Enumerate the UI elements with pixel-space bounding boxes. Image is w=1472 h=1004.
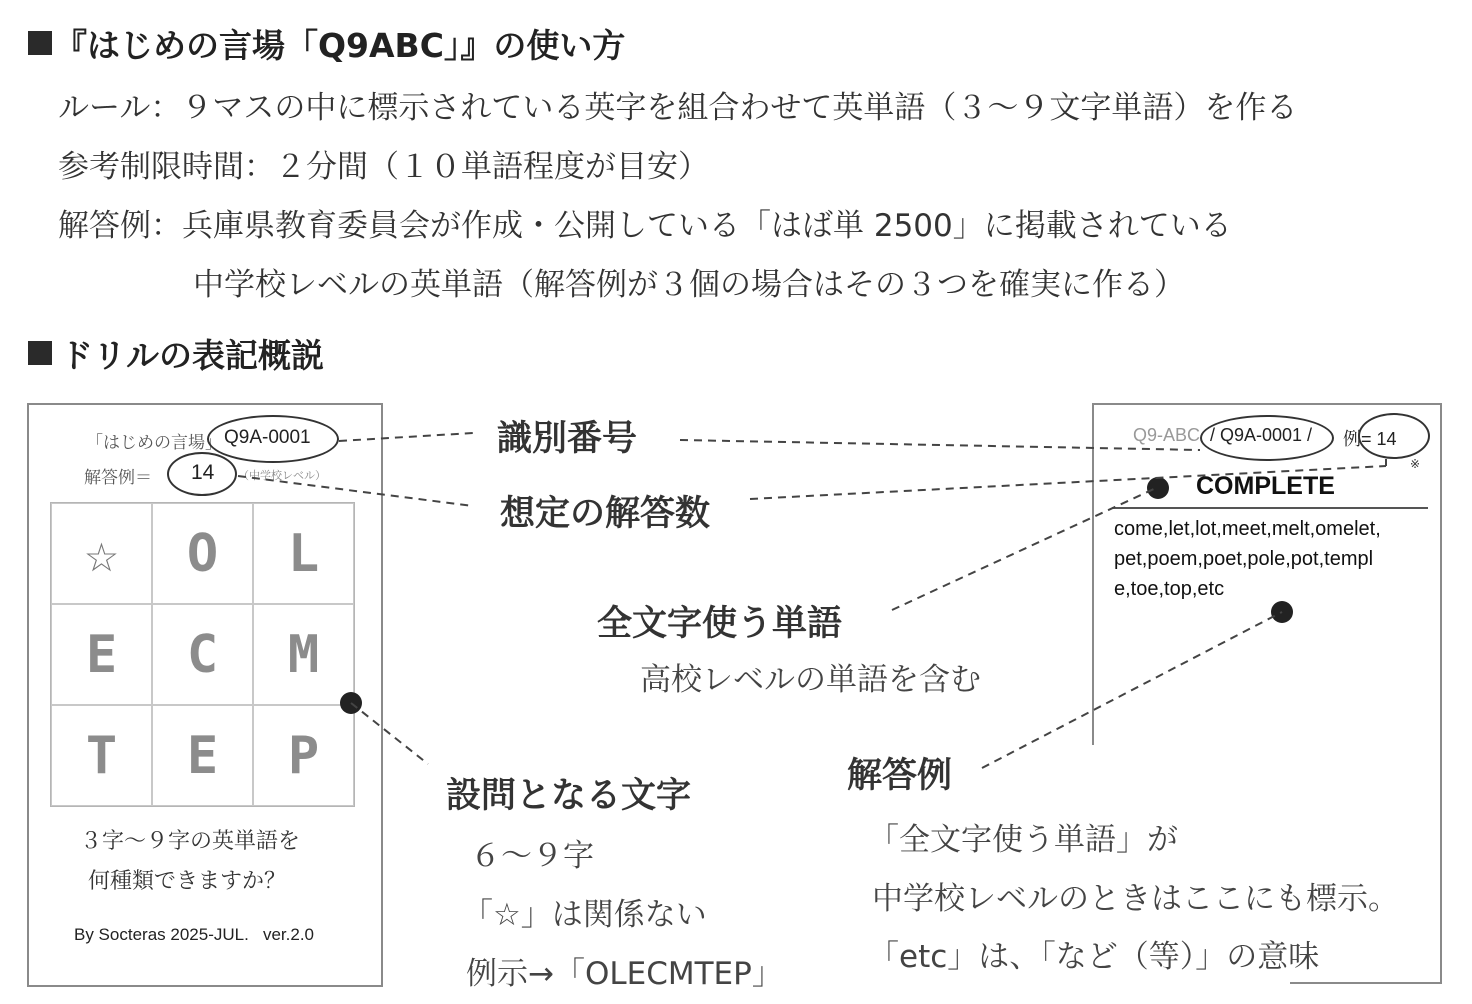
callout-example-sub-1: 「全文字使う単語」が xyxy=(868,822,1178,858)
callout-question-label: 設問となる文字 xyxy=(446,776,692,816)
grid-cell: M xyxy=(253,604,354,705)
question-line-2: 何種類できますか？ xyxy=(88,869,287,894)
callout-count-label: 想定の解答数 xyxy=(500,494,711,534)
answer-example-text-cont: 中学校レベルの英単語（解答例が３個の場合はその３つを確実に作る） xyxy=(193,267,1185,303)
words-line-1: come,let,lot,meet,melt,omelet, xyxy=(1114,518,1381,540)
complete-label: COMPLETE xyxy=(1196,472,1335,500)
answer-header-count: 例= 14 xyxy=(1343,429,1397,449)
question-line-1: ３字～９字の英単語を xyxy=(80,829,301,854)
leader-count-left xyxy=(238,476,473,506)
card-title: 「はじめの言場」 xyxy=(86,433,222,453)
note-mark: ※ xyxy=(1410,457,1421,471)
time-limit-text: 参考制限時間：２分間（１０単語程度が目安） xyxy=(58,149,709,185)
answer-example-text: 解答例：兵庫県教育委員会が作成・公開している「はば単 2500」に掲載されている xyxy=(58,208,1232,244)
grid-cell: O xyxy=(152,503,253,604)
section-heading-usage: 『はじめの言場「Q9ABC」』の使い方 xyxy=(54,26,626,65)
grid-cell: E xyxy=(152,705,253,806)
leader-example xyxy=(982,612,1282,768)
answer-count-label: 解答例＝ xyxy=(84,468,152,488)
section-heading-notation: ドリルの表記概説 xyxy=(60,336,324,375)
callout-example-sub-2: 中学校レベルのときはここにも標示。 xyxy=(872,881,1399,917)
level-note: （中学校レベル） xyxy=(238,469,326,482)
rule-text: ルール：９マスの中に標示されている英字を組合わせて英単語（３～９文字単語）を作る xyxy=(58,90,1298,126)
leader-id-left xyxy=(339,433,473,441)
answer-header-id: / Q9A-0001 / xyxy=(1210,425,1313,445)
callout-all-letters-label: 全文字使う単語 xyxy=(597,604,843,644)
callout-question-sub-2: 「☆」は関係ない xyxy=(462,897,707,933)
card-id: Q9A-0001 xyxy=(224,427,311,448)
words-line-3: e,toe,top,etc xyxy=(1114,578,1225,600)
grid-cell: P xyxy=(253,705,354,806)
callout-all-letters-sub: 高校レベルの単語を含む xyxy=(640,662,981,698)
callout-id-label: 識別番号 xyxy=(497,419,638,459)
grid-cell: L xyxy=(253,503,354,604)
grid-cell-star: ☆ xyxy=(51,503,152,604)
grid-cell: C xyxy=(152,604,253,705)
grid-cell: E xyxy=(51,604,152,705)
leader-count-right xyxy=(750,466,1386,499)
leader-all-letters xyxy=(892,488,1156,610)
words-line-2: pet,poem,poet,pole,pot,templ xyxy=(1114,548,1374,570)
callout-question-sub-3: 例示→「OLECMTEP」 xyxy=(466,956,783,992)
card-footer: By Socteras 2025-JUL. ver.2.0 xyxy=(74,925,315,944)
answer-header-prefix: Q9-ABC xyxy=(1133,425,1201,445)
callout-example-sub-3: 「etc」は、「など（等）」の意味 xyxy=(868,939,1320,975)
grid-cell: T xyxy=(51,705,152,806)
callout-question-sub-1: ６～９字 xyxy=(470,838,594,874)
callout-example-label: 解答例 xyxy=(847,756,953,796)
leader-question xyxy=(351,703,428,764)
answer-count: 14 xyxy=(191,461,215,484)
leader-id-right xyxy=(680,440,1200,450)
